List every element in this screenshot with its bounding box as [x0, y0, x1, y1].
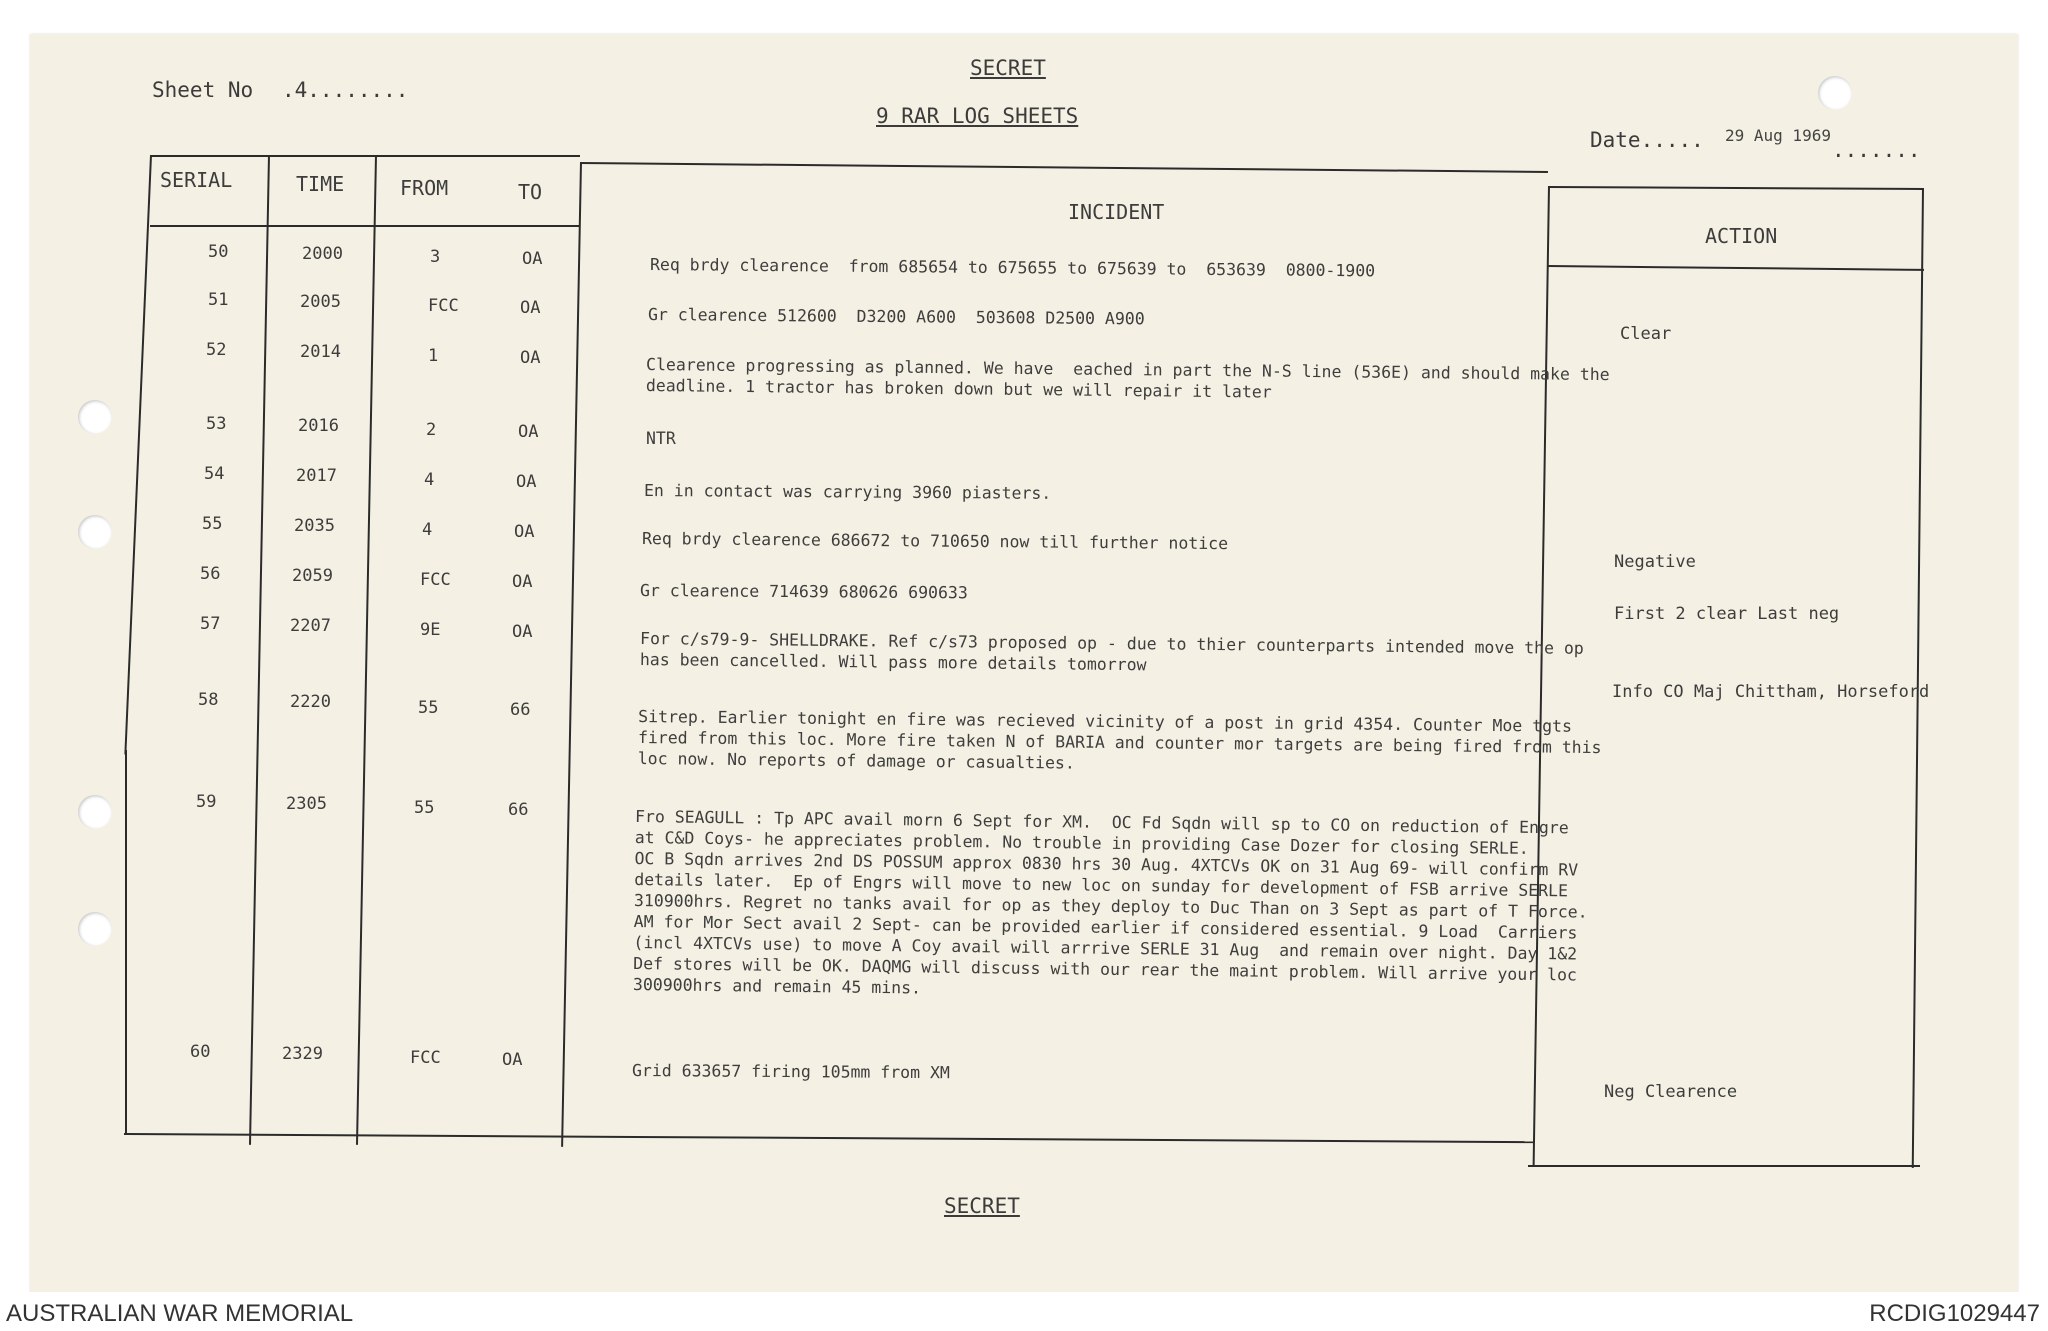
archive-credit: AUSTRALIAN WAR MEMORIAL	[6, 1300, 354, 1327]
row-serial: 51	[208, 290, 229, 310]
row-to: OA	[512, 572, 533, 592]
row-to: OA	[522, 249, 543, 269]
col-header-time: TIME	[296, 172, 345, 196]
row-time: 2005	[300, 292, 341, 312]
col-header-from: FROM	[400, 176, 449, 200]
row-time: 2059	[292, 566, 333, 586]
row-incident: For c/s79-9- SHELLDRAKE. Ref c/s73 proposed op - due to thier counterparts intended move the op has been cancelled. Will pass more details tomorrow	[639, 629, 1584, 675]
row-action: Info CO Maj Chittham, Horseford	[1612, 682, 1930, 702]
col-header-incident: INCIDENT	[1068, 200, 1165, 224]
archive-reference: RCDIG1029447	[1869, 1300, 2040, 1327]
row-to: OA	[516, 472, 537, 492]
row-to: OA	[518, 422, 539, 442]
date-label: Date.....	[1590, 128, 1704, 152]
row-to: 66	[510, 700, 531, 720]
row-action: Clear	[1620, 324, 1672, 344]
row-to: OA	[502, 1050, 523, 1070]
classification-bottom: SECRET	[944, 1194, 1020, 1218]
row-time: 2016	[298, 416, 339, 436]
punch-hole	[78, 400, 112, 434]
row-incident: Fro SEAGULL : Tp APC avail morn 6 Sept for XM. OC Fd Sqdn will sp to CO on reduction of Engre at C&D Coys- he appreciates problem. No trouble in providing Case Dozer for closing SERLE. OC B Sqdn arrives 2nd DS POSSUM approx 0830 hrs 30 Aug. 4XTCVs OK on 31 Aug 69- will confirm RV details later. Ep of Engrs will move to new loc on sunday for development of FSB arrive SERLE 310900hrs. Regret no tanks avail for op as they deploy to Duc Than on 3 Sept as part of T Force. AM for Mor Sect avail 2 Sept- can be provided earlier if considered essential. 9 Load Carriers (incl 4XTCVs use) to move A Coy avail will arrrive SERLE 31 Aug and remain over night. Day 1&2 Def stores will be OK. DAQMG will discuss with our rear the maint problem. Will arrive your loc 300900hrs and remain 45 mins.	[632, 807, 1588, 998]
row-from: FCC	[420, 570, 451, 590]
sheet-number-value: .4........	[282, 78, 409, 102]
col-header-serial: SERIAL	[160, 168, 233, 192]
row-from: 4	[422, 520, 433, 540]
punch-hole	[1818, 76, 1852, 110]
col-header-action: ACTION	[1705, 224, 1778, 248]
punch-hole	[78, 515, 112, 549]
row-serial: 59	[196, 792, 217, 812]
row-action: Neg Clearence	[1604, 1082, 1738, 1102]
row-to: 66	[508, 800, 529, 820]
row-incident: Sitrep. Earlier tonight en fire was recieved vicinity of a post in grid 4354. Counter Moe tgts fired from this loc. More fire taken N of BARIA and counter mor targets are being fired from this loc now. No reports of damage or casualties.	[637, 707, 1602, 773]
row-incident: NTR	[646, 429, 676, 448]
row-time: 2017	[296, 466, 337, 486]
table-top-border	[150, 155, 580, 157]
row-to: OA	[512, 622, 533, 642]
date-dots: .......	[1832, 138, 1921, 162]
header-bottom-border	[150, 225, 580, 227]
row-to: OA	[520, 348, 541, 368]
row-serial: 60	[190, 1042, 211, 1062]
row-from: 55	[418, 698, 439, 718]
row-time: 2035	[294, 516, 335, 536]
row-from: FCC	[428, 296, 459, 316]
row-from: 1	[428, 346, 439, 366]
row-from: 9E	[420, 620, 441, 640]
row-time: 2329	[282, 1044, 323, 1064]
row-serial: 57	[200, 614, 221, 634]
row-incident: Req brdy clearence 686672 to 710650 now till further notice	[641, 529, 1229, 554]
row-time: 2014	[300, 342, 341, 362]
row-time: 2207	[290, 616, 331, 636]
row-action: First 2 clear Last neg	[1614, 604, 1840, 624]
punch-hole	[78, 795, 112, 829]
row-time: 2000	[302, 244, 343, 264]
row-incident: Gr clearence 512600 D3200 A600 503608 D2500 A900	[647, 305, 1145, 329]
table-bottom-border-action	[1528, 1165, 1920, 1167]
row-from: 3	[430, 247, 441, 267]
row-serial: 55	[202, 514, 223, 534]
row-serial: 58	[198, 690, 219, 710]
row-serial: 54	[204, 464, 225, 484]
row-action: Negative	[1614, 552, 1696, 572]
row-from: FCC	[410, 1048, 441, 1068]
row-incident: Grid 633657 firing 105mm from XM	[631, 1061, 950, 1083]
row-to: OA	[514, 522, 535, 542]
classification-top: SECRET	[970, 56, 1046, 80]
col-header-to: TO	[518, 180, 543, 204]
row-from: 4	[424, 470, 435, 490]
punch-hole	[78, 912, 112, 946]
row-serial: 56	[200, 564, 221, 584]
row-serial: 52	[206, 340, 227, 360]
row-serial: 53	[206, 414, 227, 434]
row-time: 2305	[286, 794, 327, 814]
log-title: 9 RAR LOG SHEETS	[876, 104, 1079, 128]
col-divider-left	[125, 750, 127, 1133]
row-incident: Clearence progressing as planned. We have eached in part the N-S line (536E) and should make the deadline. 1 tractor has broken down but we will repair it later	[645, 355, 1610, 402]
row-from: 55	[414, 798, 435, 818]
row-serial: 50	[208, 242, 229, 262]
sheet-number-label: Sheet No	[152, 78, 254, 102]
row-incident: En in contact was carrying 3960 piasters.	[643, 481, 1052, 503]
row-incident: Gr clearence 714639 680626 690633	[639, 581, 968, 603]
date-value: 29 Aug 1969	[1725, 126, 1831, 145]
row-to: OA	[520, 298, 541, 318]
row-incident: Req brdy clearence from 685654 to 675655 to 675639 to 653639 0800-1900	[649, 255, 1376, 281]
row-time: 2220	[290, 692, 331, 712]
row-from: 2	[426, 420, 437, 440]
